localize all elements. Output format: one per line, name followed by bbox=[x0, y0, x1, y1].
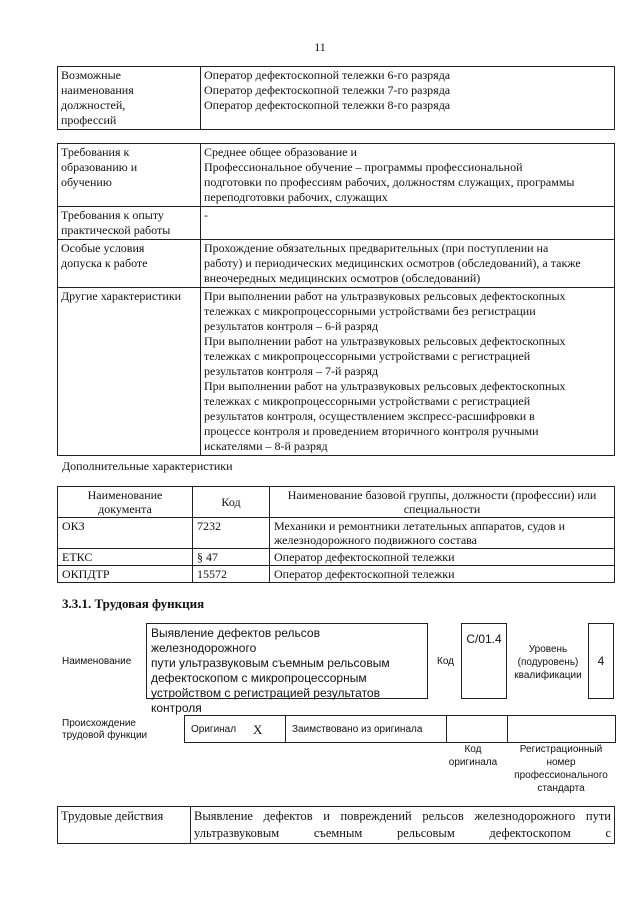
function-code-box: C/01.4 bbox=[461, 623, 507, 699]
value-line: Выявление дефектов и повреждений рельсов железнодорожного пути bbox=[194, 809, 611, 823]
name-line: Механики и ремонтники летательных аппаратов, судов и bbox=[274, 519, 565, 533]
experience-row bbox=[58, 207, 615, 240]
labor-function-heading: 3.3.1. Трудовая функция bbox=[62, 596, 205, 611]
value-line: При выполнении работ на ультразвуковых рельсовых дефектоскопных bbox=[204, 379, 566, 393]
job-title: Оператор дефектоскопной тележки 7-го разряда bbox=[204, 83, 451, 97]
origin-table bbox=[184, 715, 616, 743]
other-characteristics-label bbox=[58, 288, 201, 456]
experience-value: - bbox=[201, 207, 615, 240]
origin-row bbox=[185, 716, 616, 743]
row-name: Оператор дефектоскопной тележки bbox=[270, 549, 615, 566]
job-titles-label bbox=[58, 67, 201, 130]
other-characteristics-value bbox=[201, 288, 615, 456]
code-label: Код bbox=[437, 656, 455, 667]
special-conditions-value bbox=[201, 240, 615, 288]
qualification-level-label bbox=[512, 643, 584, 682]
header-line: Наименование bbox=[87, 488, 163, 502]
label-line: образованию и bbox=[61, 160, 138, 174]
label-line: Требования к опыту bbox=[61, 208, 164, 222]
row-code: 7232 bbox=[193, 518, 270, 549]
function-name-box bbox=[146, 623, 428, 715]
qualification-level-box: 4 bbox=[588, 623, 614, 699]
value-line: Среднее общее образование и bbox=[204, 145, 357, 159]
value-line: Прохождение обязательных предварительных (при поступлении на bbox=[204, 241, 549, 255]
label-line: Другие характеристики bbox=[61, 289, 182, 303]
labor-actions-row bbox=[58, 807, 615, 844]
table-row bbox=[58, 549, 615, 566]
label-line: Возможные bbox=[61, 68, 121, 82]
table-header-row bbox=[58, 487, 615, 518]
name-line: устройством с регистрацией результатов bbox=[151, 686, 380, 700]
other-characteristics-row bbox=[58, 288, 615, 456]
job-title: Оператор дефектоскопной тележки 6-го разряда bbox=[204, 68, 451, 82]
caption-line: стандарта bbox=[537, 783, 585, 794]
education-label bbox=[58, 144, 201, 207]
additional-characteristics-title: Дополнительные характеристики bbox=[62, 459, 233, 473]
registration-number-caption bbox=[506, 743, 616, 795]
label-line: должностей, bbox=[61, 98, 126, 112]
special-conditions-row bbox=[58, 240, 615, 288]
experience-label bbox=[58, 207, 201, 240]
label-line: квалификации bbox=[514, 670, 582, 681]
value-line: При выполнении работ на ультразвуковых рельсовых дефектоскопных bbox=[204, 289, 566, 303]
label-line: наименования bbox=[61, 83, 134, 97]
education-row bbox=[58, 144, 615, 207]
label-line: Происхождение bbox=[62, 718, 136, 729]
job-titles-table bbox=[57, 66, 615, 130]
additional-characteristics-table bbox=[57, 486, 615, 583]
labor-actions-label: Трудовые действия bbox=[58, 807, 191, 844]
job-title: Оператор дефектоскопной тележки 8-го разряда bbox=[204, 98, 451, 112]
label-line: трудовой функции bbox=[62, 730, 148, 741]
value-line: искателями – 8-й разряд bbox=[204, 439, 328, 453]
labor-actions-value bbox=[191, 807, 615, 844]
name-label: Наименование bbox=[62, 656, 132, 667]
row-name: Оператор дефектоскопной тележки bbox=[270, 566, 615, 583]
name-line: Выявление дефектов рельсов железнодорожного bbox=[151, 626, 320, 655]
label-line: профессий bbox=[61, 113, 117, 127]
caption-line: оригинала bbox=[448, 757, 498, 768]
row-document: ОКЗ bbox=[58, 518, 193, 549]
header-code: Код bbox=[193, 487, 270, 518]
value-line: результатов контроля, осуществлением экспресс-расшифровки в bbox=[204, 409, 535, 423]
row-name bbox=[270, 518, 615, 549]
label-line: Уровень bbox=[528, 644, 568, 655]
special-conditions-label bbox=[58, 240, 201, 288]
value-line: переподготовки рабочих, служащих bbox=[204, 190, 388, 204]
caption-line: Регистрационный bbox=[519, 744, 603, 755]
value-line: тележках с микропроцессорными устройствами с регистрацией bbox=[204, 349, 531, 363]
caption-line: номер bbox=[546, 757, 576, 768]
origin-original-mark: X bbox=[247, 716, 286, 743]
caption-line: профессионального bbox=[514, 770, 608, 781]
header-document bbox=[58, 487, 193, 518]
value-line: процессе контроля и проведением вторичного контроля ручными bbox=[204, 424, 539, 438]
header-line: специальности bbox=[403, 502, 481, 516]
page-number: 11 bbox=[314, 40, 326, 54]
row-document: ОКПДТР bbox=[58, 566, 193, 583]
value-line: Профессиональное обучение – программы профессиональной bbox=[204, 160, 523, 174]
row-document: ЕТКС bbox=[58, 549, 193, 566]
label-line: Требования к bbox=[61, 145, 130, 159]
name-line: дефектоскопом с микропроцессорным bbox=[151, 671, 367, 685]
value-line: тележках с микропроцессорными устройствами без регистрации bbox=[204, 304, 536, 318]
name-line: пути ультразвуковым съемным рельсовым bbox=[151, 656, 390, 670]
value-line: результатов контроля – 6-й разряд bbox=[204, 319, 379, 333]
label-line: практической работы bbox=[61, 223, 171, 237]
value-line: работу) и периодических медицинских осмотров (обследований), а также bbox=[204, 256, 581, 270]
header-line: Наименование базовой группы, должности (профессии) или bbox=[287, 488, 597, 502]
education-value bbox=[201, 144, 615, 207]
table-row bbox=[58, 518, 615, 549]
job-titles-values bbox=[201, 67, 615, 130]
header-line: документа bbox=[98, 502, 152, 516]
header-name bbox=[270, 487, 615, 518]
name-line: железнодорожного подвижного состава bbox=[274, 533, 477, 547]
table-row bbox=[58, 566, 615, 583]
job-titles-row bbox=[58, 67, 615, 130]
value-line: При выполнении работ на ультразвуковых рельсовых дефектоскопных bbox=[204, 334, 566, 348]
original-code-caption bbox=[444, 743, 502, 769]
name-line: контроля bbox=[151, 701, 202, 715]
origin-borrowed-label: Заимствовано из оригинала bbox=[286, 716, 447, 743]
requirements-table bbox=[57, 143, 615, 456]
row-code: 15572 bbox=[193, 566, 270, 583]
labor-actions-table bbox=[57, 806, 615, 844]
origin-code-cell bbox=[447, 716, 508, 743]
value-line: внеочередных медицинских осмотров (обследований) bbox=[204, 271, 481, 285]
row-code: § 47 bbox=[193, 549, 270, 566]
label-line: обучению bbox=[61, 175, 112, 189]
origin-reg-number-cell bbox=[508, 716, 616, 743]
value-line: результатов контроля – 7-й разряд bbox=[204, 364, 379, 378]
value-line: подготовки по профессиям рабочих, должностям служащих, программы bbox=[204, 175, 575, 189]
caption-line: Код bbox=[464, 744, 482, 755]
origin-label bbox=[62, 718, 147, 742]
label-line: Особые условия bbox=[61, 241, 145, 255]
label-line: допуска к работе bbox=[61, 256, 148, 270]
value-line: тележках с микропроцессорными устройствами с регистрацией bbox=[204, 394, 531, 408]
value-line: ультразвуковым съемным рельсовым дефектоскопом с bbox=[194, 826, 611, 840]
origin-original-label: Оригинал bbox=[185, 716, 248, 743]
label-line: (подуровень) bbox=[517, 657, 579, 668]
